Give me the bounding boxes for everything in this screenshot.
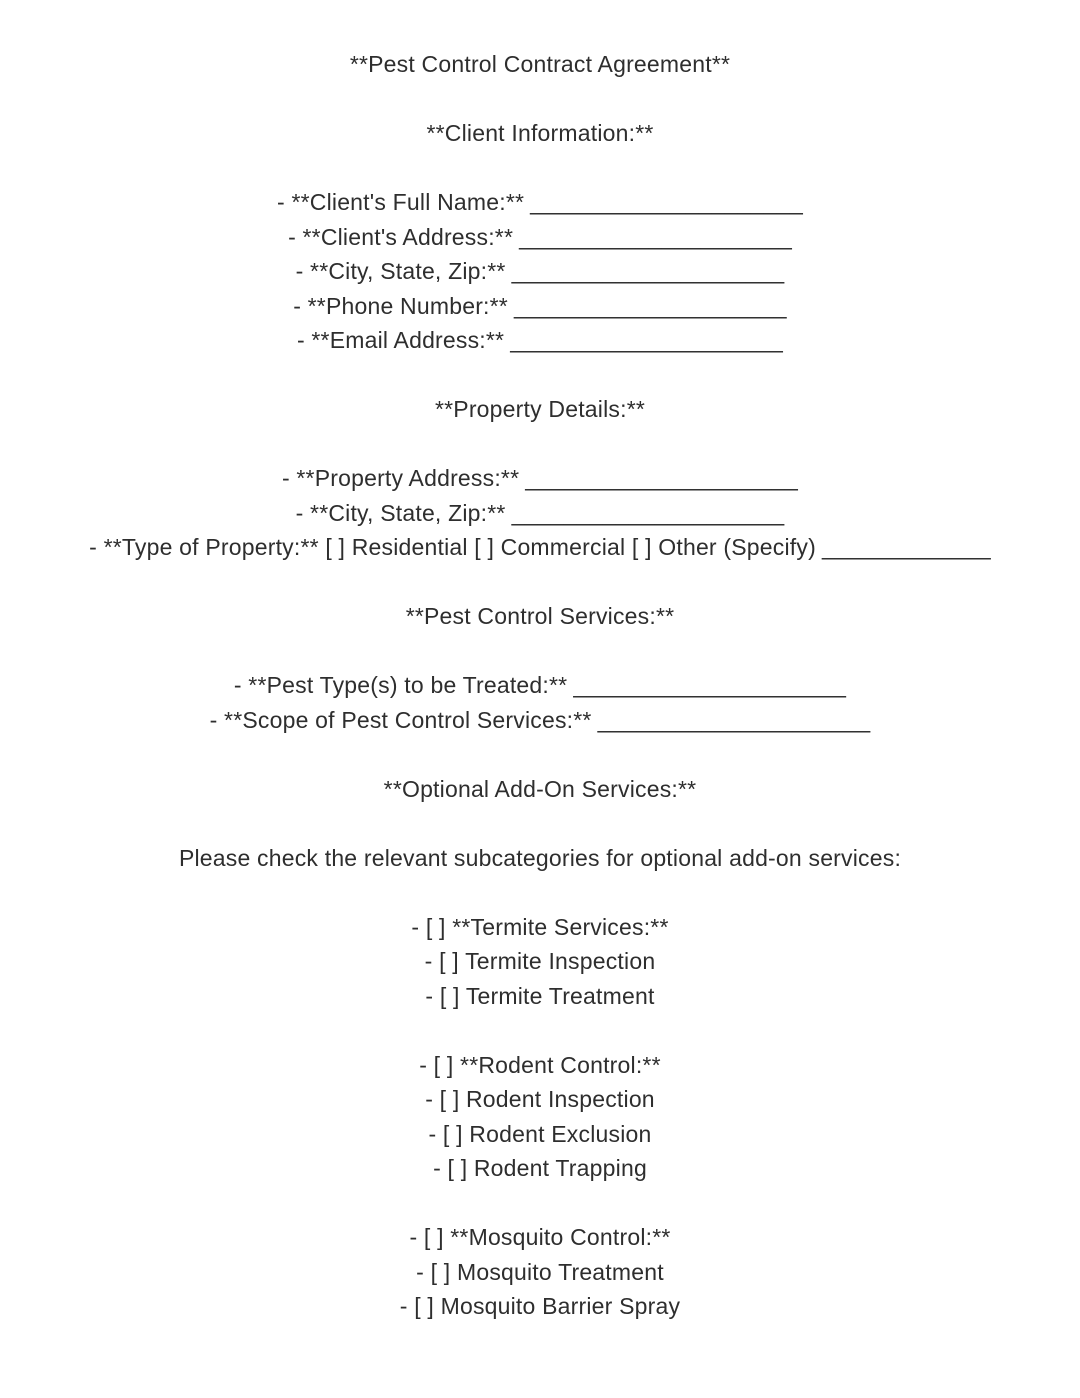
fill-in-blank-clients-full-name[interactable]: _____________________ [530, 189, 803, 215]
checkbox-item-rodent-exclusion[interactable]: - [ ] Rodent Exclusion [428, 1120, 652, 1147]
checkbox-item-rodent-trapping[interactable]: - [ ] Rodent Trapping [433, 1155, 647, 1181]
field-label: - **Scope of Pest Control Services:** [209, 706, 592, 733]
blank-line [0, 1186, 1080, 1221]
blank-line [0, 1013, 1080, 1048]
field-label: - **Client's Full Name:** [277, 189, 525, 215]
field-scope-of-services [0, 703, 1080, 738]
checkbox-item-rodent-inspection[interactable]: - [ ] Rodent Inspection [425, 1086, 655, 1112]
blank-line [0, 151, 1080, 186]
blank-line [0, 427, 1080, 462]
field-label: - **Property Address:** [281, 465, 520, 491]
section-heading-pest-control-services: **Pest Control Services:** [405, 603, 675, 629]
fill-in-blank-property-city-state-zip[interactable]: _____________________ [511, 499, 785, 526]
doc-title: **Pest Control Contract Agreement** [349, 51, 731, 77]
field-label: - **City, State, Zip:** [295, 499, 506, 526]
section-heading-optional-addon-services: **Optional Add-On Services:** [383, 775, 697, 802]
field-city-state-zip [0, 254, 1080, 289]
blank-line [0, 82, 1080, 117]
section-heading-client-information: **Client Information:** [426, 120, 654, 146]
fill-in-blank-property-address[interactable]: _____________________ [525, 465, 799, 491]
blank-line [0, 634, 1080, 669]
field-email-address [0, 323, 1080, 358]
blank-line [0, 875, 1080, 910]
checkbox-group-termite-services[interactable]: - [ ] **Termite Services:** [411, 913, 669, 940]
fill-in-blank-pest-types[interactable]: _____________________ [573, 672, 847, 698]
field-clients-address [0, 220, 1080, 255]
field-property-address [0, 461, 1080, 496]
blank-line [0, 737, 1080, 772]
fill-in-blank-email-address[interactable]: _____________________ [510, 327, 784, 353]
blank-line [0, 565, 1080, 600]
fill-in-blank-scope-of-services[interactable]: _____________________ [597, 706, 871, 733]
section-heading-property-details: **Property Details:** [434, 396, 645, 422]
field-label: - **Phone Number:** [293, 292, 508, 319]
field-pest-types-to-be-treated [0, 668, 1080, 703]
checkbox-item-termite-inspection[interactable]: - [ ] Termite Inspection [424, 948, 656, 974]
fill-in-blank-other-specify[interactable]: _____________ [821, 534, 991, 560]
field-property-city-state-zip [0, 496, 1080, 531]
checkbox-group-mosquito-control[interactable]: - [ ] **Mosquito Control:** [409, 1224, 671, 1250]
blank-line [0, 806, 1080, 841]
fill-in-blank-clients-address[interactable]: _____________________ [519, 223, 792, 250]
checkbox-item-termite-treatment[interactable]: - [ ] Termite Treatment [425, 982, 655, 1009]
field-clients-full-name [0, 185, 1080, 220]
fill-in-blank-phone-number[interactable]: _____________________ [513, 292, 787, 319]
field-label: - **Email Address:** [296, 327, 505, 353]
checkbox-group-rodent-control[interactable]: - [ ] **Rodent Control:** [419, 1051, 661, 1078]
instruction-check-subcategories: Please check the relevant subcategories for optional add-on services: [178, 844, 902, 871]
field-label: - **Pest Type(s) to be Treated:** [233, 672, 568, 698]
field-label-with-checkboxes[interactable]: - **Type of Property:** [ ] Residential [ ] Commercial [ ] Other (Specify) [89, 534, 816, 560]
checkbox-item-mosquito-treatment[interactable]: - [ ] Mosquito Treatment [416, 1258, 664, 1285]
field-phone-number [0, 289, 1080, 324]
checkbox-item-mosquito-barrier-spray[interactable]: - [ ] Mosquito Barrier Spray [399, 1293, 681, 1319]
field-label: - **City, State, Zip:** [295, 258, 506, 284]
blank-line [0, 358, 1080, 393]
field-type-of-property[interactable] [0, 530, 1080, 565]
field-label: - **Client's Address:** [288, 223, 514, 250]
fill-in-blank-city-state-zip[interactable]: _____________________ [511, 258, 785, 284]
